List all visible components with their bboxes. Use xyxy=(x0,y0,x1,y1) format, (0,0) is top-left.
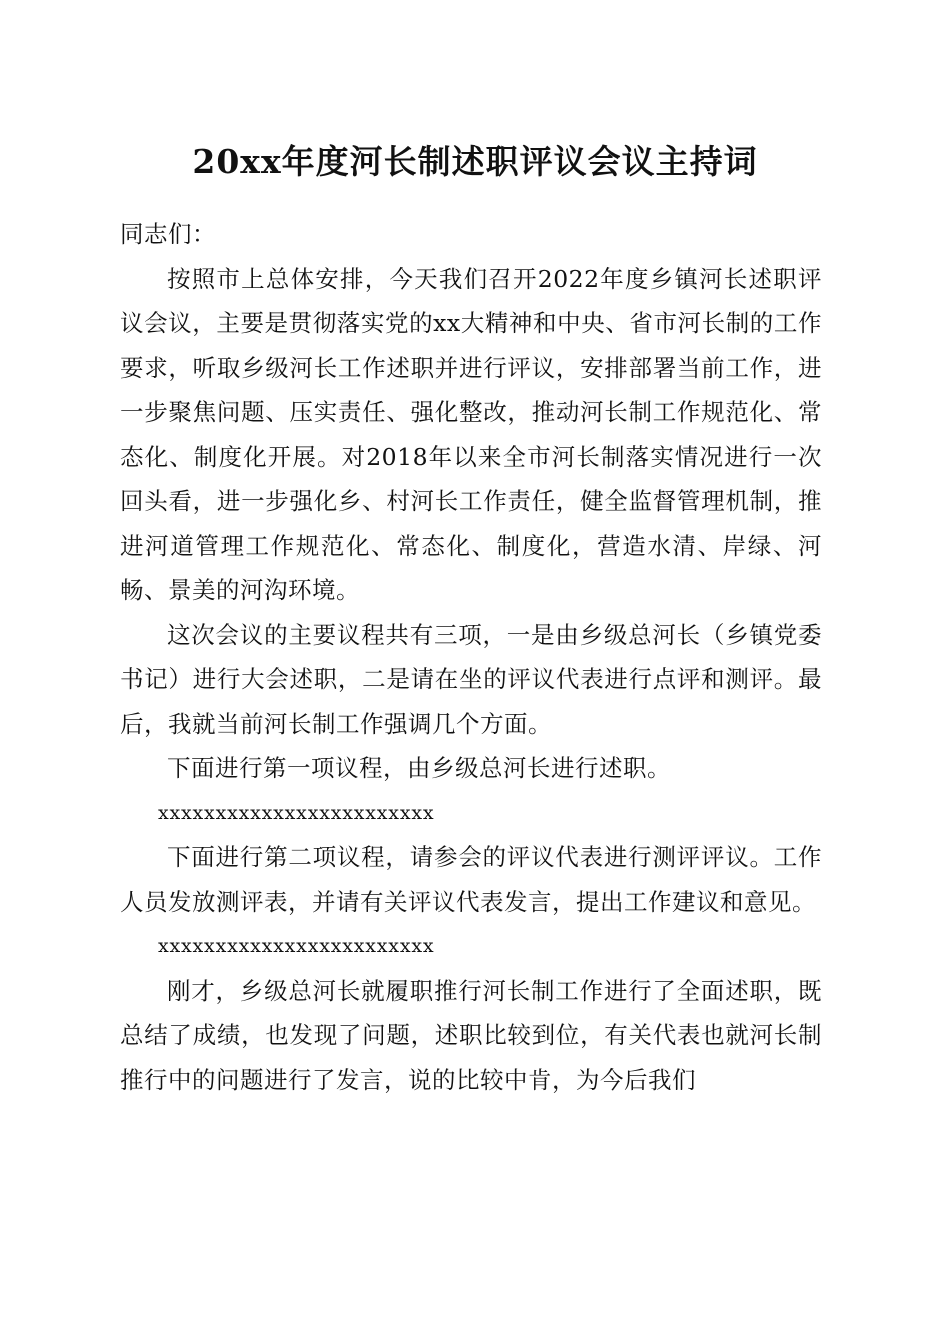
placeholder-line: xxxxxxxxxxxxxxxxxxxxxxxx xyxy=(158,935,435,957)
paragraph-agenda: 这次会议的主要议程共有三项，一是由乡级总河长（乡镇党委书记）进行大会述职，二是请在坐的评议代表进行点评和测评。最后，我就当前河长制工作强调几个方面。 xyxy=(120,620,822,738)
paragraph-summary: 刚才，乡级总河长就履职推行河长制工作进行了全面述职，既总结了成绩，也发现了问题，述职比较到位，有关代表也就河长制推行中的问题进行了发言，说的比较中肯，为今后我们 xyxy=(120,976,822,1094)
paragraph-first-item: 下面进行第一项议程，由乡级总河长进行述职。 xyxy=(167,754,671,782)
document-title: 20xx年度河长制述职评议会议主持词 xyxy=(192,142,758,181)
document-body xyxy=(120,212,822,1102)
paragraph-opening: 按照市上总体安排，今天我们召开2022年度乡镇河长述职评议会议，主要是贯彻落实党的xx大精神和中央、省市河长制的工作要求，听取乡级河长工作述职并进行评议，安排部署当前工作，进一步聚焦问题、压实责任、强化整改，推动河长制工作规范化、常态化、制度化开展。对2018年以来全市河长制落实情况进行一次回头看，进一步强化乡、村河长工作责任，健全监督管理机制，推进河道管理工作规范化、常态化、制度化，营造水清、岸绿、河畅、景美的河沟环境。 xyxy=(120,264,822,604)
paragraph-second-item: 下面进行第二项议程，请参会的评议代表进行测评评议。工作人员发放测评表，并请有关评议代表发言，提出工作建议和意见。 xyxy=(120,843,822,916)
salutation: 同志们： xyxy=(120,220,216,248)
placeholder-line: xxxxxxxxxxxxxxxxxxxxxxxx xyxy=(158,801,435,824)
